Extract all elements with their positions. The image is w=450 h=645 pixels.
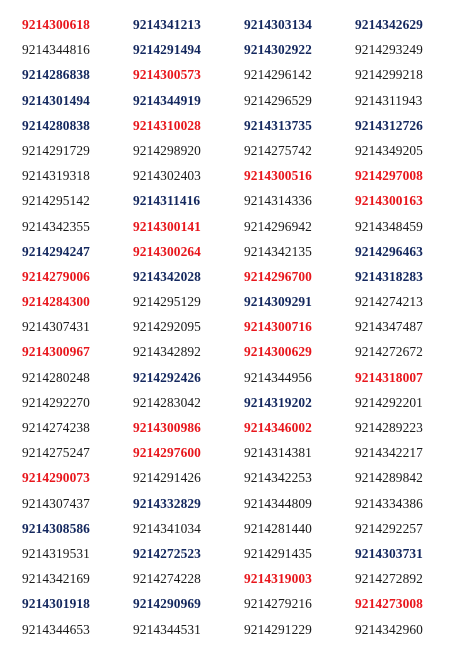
phone-number: 9214348459 <box>355 218 423 234</box>
phone-number: 9214296942 <box>244 218 312 234</box>
phone-number: 9214342217 <box>355 445 423 461</box>
phone-number: 9214293249 <box>355 42 423 58</box>
phone-number: 9214297600 <box>133 445 201 461</box>
phone-number: 9214342355 <box>22 218 90 234</box>
phone-number: 9214302922 <box>244 42 312 58</box>
phone-number: 9214300986 <box>133 420 201 435</box>
phone-number: 9214296142 <box>244 67 312 83</box>
phone-number: 9214308586 <box>22 520 90 536</box>
phone-number: 9214300716 <box>244 319 312 335</box>
phone-number: 9214279216 <box>244 596 312 612</box>
phone-number: 9214273008 <box>355 596 423 612</box>
phone-number: 9214291494 <box>133 42 201 58</box>
phone-number: 9214344816 <box>22 42 90 58</box>
phone-number: 9214300264 <box>133 243 201 259</box>
phone-number: 9214274213 <box>355 294 423 310</box>
phone-number: 9214344531 <box>133 621 201 637</box>
phone-number: 9214298920 <box>133 142 201 158</box>
phone-number: 9214272672 <box>355 344 423 360</box>
phone-number: 9214291229 <box>244 621 312 637</box>
phone-number: 9214296700 <box>244 268 312 284</box>
phone-number: 9214307431 <box>22 319 90 335</box>
phone-number: 9214295129 <box>133 294 201 310</box>
phone-number: 9214272523 <box>133 545 201 561</box>
phone-number: 9214291729 <box>22 142 90 158</box>
phone-number: 9214301494 <box>22 92 90 108</box>
phone-number: 9214342629 <box>355 17 423 32</box>
phone-number: 9214313735 <box>244 117 312 133</box>
phone-number: 9214274238 <box>22 420 90 435</box>
phone-number: 9214303134 <box>244 17 312 32</box>
phone-number: 9214332829 <box>133 495 201 511</box>
phone-number: 9214284300 <box>22 294 90 310</box>
phone-number: 9214341213 <box>133 17 201 32</box>
phone-number: 9214314381 <box>244 445 312 461</box>
phone-number: 9214319531 <box>22 545 90 561</box>
phone-number: 9214342135 <box>244 243 312 259</box>
phone-number: 9214272892 <box>355 571 423 587</box>
phone-number: 9214300163 <box>355 193 423 209</box>
phone-number: 9214342892 <box>133 344 201 360</box>
phone-number: 9214318007 <box>355 369 423 385</box>
phone-number: 9214292426 <box>133 369 201 385</box>
phone-number: 9214318283 <box>355 268 423 284</box>
phone-number: 9214344919 <box>133 92 201 108</box>
phone-number: 9214295142 <box>22 193 90 209</box>
phone-number: 9214319318 <box>22 168 90 184</box>
phone-number: 9214349205 <box>355 142 423 158</box>
phone-number: 9214283042 <box>133 394 201 410</box>
phone-number: 9214301918 <box>22 596 90 612</box>
phone-number: 9214344809 <box>244 495 312 511</box>
phone-number: 9214292270 <box>22 394 90 410</box>
phone-number: 9214290969 <box>133 596 201 612</box>
phone-number: 9214346002 <box>244 420 312 435</box>
phone-number: 9214319202 <box>244 394 312 410</box>
phone-number: 9214341034 <box>133 520 201 536</box>
phone-number: 9214342169 <box>22 571 90 587</box>
phone-number: 9214296529 <box>244 92 312 108</box>
phone-number: 9214274228 <box>133 571 201 587</box>
phone-number: 9214342028 <box>133 268 201 284</box>
phone-number: 9214307437 <box>22 495 90 511</box>
phone-number: 9214302403 <box>133 168 201 184</box>
phone-number: 9214289842 <box>355 470 423 486</box>
phone-number: 9214289223 <box>355 420 423 435</box>
phone-number: 9214344956 <box>244 369 312 385</box>
phone-number: 9214312726 <box>355 117 423 133</box>
phone-number: 9214309291 <box>244 294 312 310</box>
phone-number: 9214300516 <box>244 168 312 184</box>
phone-number: 9214347487 <box>355 319 423 335</box>
phone-number: 9214275742 <box>244 142 312 158</box>
phone-number: 9214297008 <box>355 168 423 184</box>
phone-number: 9214344653 <box>22 621 90 637</box>
phone-number: 9214300629 <box>244 344 312 360</box>
phone-number: 9214279006 <box>22 268 90 284</box>
phone-number: 9214310028 <box>133 117 201 133</box>
phone-number: 9214300141 <box>133 218 201 234</box>
phone-number: 9214290073 <box>22 470 90 486</box>
phone-number: 9214334386 <box>355 495 423 511</box>
phone-number: 9214280838 <box>22 117 90 133</box>
phone-number: 9214299218 <box>355 67 423 83</box>
phone-number: 9214311416 <box>133 193 201 209</box>
phone-number: 9214292095 <box>133 319 201 335</box>
phone-number: 9214294247 <box>22 243 90 259</box>
number-grid <box>22 12 450 642</box>
phone-number: 9214342960 <box>355 621 423 637</box>
phone-number: 9214281440 <box>244 520 312 536</box>
phone-number: 9214300967 <box>22 344 90 360</box>
phone-number: 9214303731 <box>355 545 423 561</box>
phone-number: 9214342253 <box>244 470 312 486</box>
phone-number: 9214286838 <box>22 67 90 83</box>
phone-number: 9214291435 <box>244 545 312 561</box>
phone-number: 9214292201 <box>355 394 423 410</box>
phone-number: 9214291426 <box>133 470 201 486</box>
phone-number: 9214300618 <box>22 17 90 32</box>
phone-number: 9214319003 <box>244 571 312 587</box>
phone-number: 9214311943 <box>355 92 423 108</box>
phone-number: 9214296463 <box>355 243 423 259</box>
phone-number: 9214280248 <box>22 369 90 385</box>
phone-number: 9214300573 <box>133 67 201 83</box>
phone-number: 9214292257 <box>355 520 423 536</box>
phone-number: 9214275247 <box>22 445 90 461</box>
phone-number: 9214314336 <box>244 193 312 209</box>
